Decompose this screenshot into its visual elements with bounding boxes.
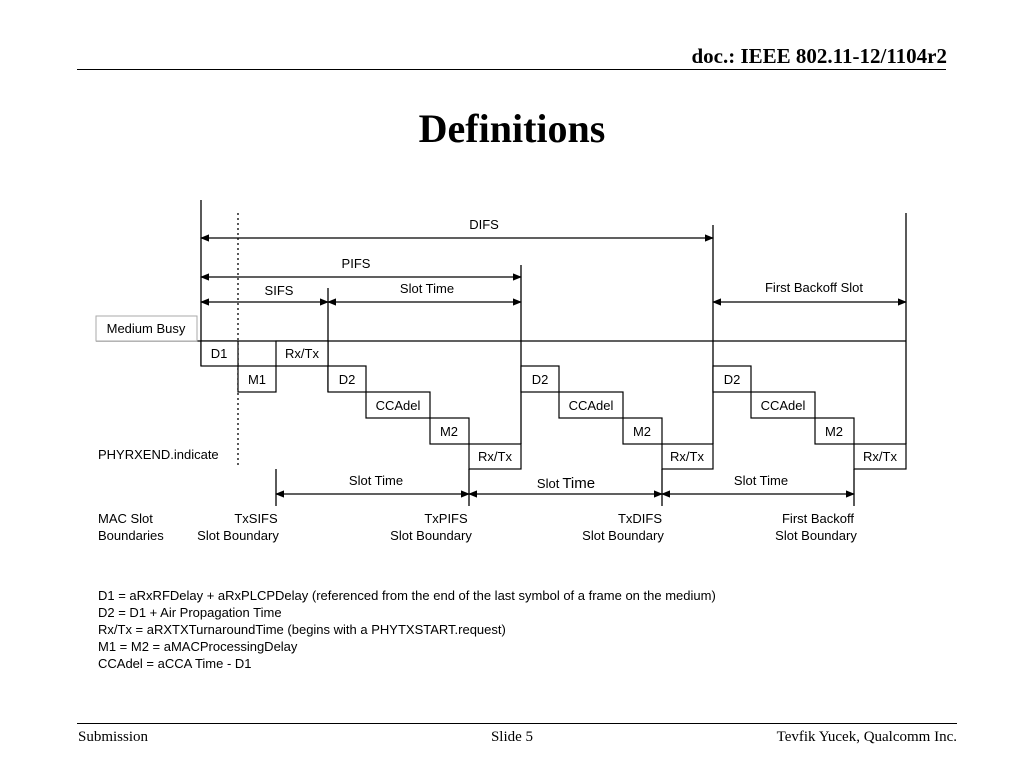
txsifs-boundary-line1: TxSIFS <box>234 511 278 526</box>
txdifs-boundary-line1: TxDIFS <box>617 511 663 526</box>
time-word: Time <box>562 475 596 492</box>
ccadel-label-2: CCAdel <box>568 398 614 413</box>
ccadel-label-1: CCAdel <box>375 398 421 413</box>
sifs-label: SIFS <box>264 283 294 298</box>
footer-rule <box>77 723 957 724</box>
txpifs-boundary-line2: Slot Boundary <box>390 528 472 543</box>
d2-label-2: D2 <box>531 372 549 387</box>
definition-m1-m2: M1 = M2 = aMACProcessingDelay <box>98 639 298 654</box>
difs-label: DIFS <box>469 217 499 232</box>
definition-rxtx: Rx/Tx = aRXTXTurnaroundTime (begins with a PHYTXSTART.request) <box>98 622 506 637</box>
m1-label: M1 <box>247 372 267 387</box>
slide-title: Definitions <box>418 106 606 151</box>
definition-d2: D2 = D1 + Air Propagation Time <box>98 605 282 620</box>
rxtx-label-3: Rx/Tx <box>670 449 704 464</box>
first-backoff-boundary-line2: Slot Boundary <box>775 528 857 543</box>
definition-ccadel: CCAdel = aCCA Time - D1 <box>98 656 252 671</box>
rxtx-label-1: Rx/Tx <box>285 346 319 361</box>
first-backoff-boundary-line1: First Backoff <box>781 511 855 526</box>
txdifs-boundary-line2: Slot Boundary <box>582 528 664 543</box>
footer-slide-number: Slide 5 <box>490 729 534 745</box>
definition-d1: D1 = aRxRFDelay + aRxPLCPDelay (referenced from the end of the last symbol of a frame on the medium) <box>98 588 716 603</box>
document-id: doc.: IEEE 802.11-12/1104r2 <box>691 44 947 68</box>
slot-word: Slot <box>536 476 560 491</box>
slot-time-label-2 <box>537 475 595 492</box>
footer-author: Tevfik Yucek, Qualcomm Inc. <box>776 729 957 745</box>
mac-slot-label-line2: Boundaries <box>98 528 164 543</box>
slot-time-label-1: Slot Time <box>348 473 404 488</box>
m2-label-2: M2 <box>632 424 652 439</box>
ccadel-label-3: CCAdel <box>760 398 806 413</box>
slot-time-top-label: Slot Time <box>399 281 455 296</box>
mac-slot-label-line1: MAC Slot <box>98 511 153 526</box>
first-backoff-slot-label: First Backoff Slot <box>764 280 864 295</box>
rxtx-label-4: Rx/Tx <box>863 449 897 464</box>
phyrxend-label: PHYRXEND.indicate <box>98 447 219 462</box>
rxtx-label-2: Rx/Tx <box>478 449 512 464</box>
d1-label: D1 <box>210 346 228 361</box>
m2-label-3: M2 <box>824 424 844 439</box>
txsifs-boundary-line2: Slot Boundary <box>197 528 279 543</box>
slot-time-label-3: Slot Time <box>733 473 789 488</box>
m2-label-1: M2 <box>439 424 459 439</box>
d2-label-1: D2 <box>338 372 356 387</box>
pifs-label: PIFS <box>341 256 371 271</box>
footer-submission: Submission <box>78 729 149 745</box>
txpifs-boundary-line1: TxPIFS <box>424 511 468 526</box>
medium-busy-label: Medium Busy <box>106 321 186 336</box>
d2-label-3: D2 <box>723 372 741 387</box>
